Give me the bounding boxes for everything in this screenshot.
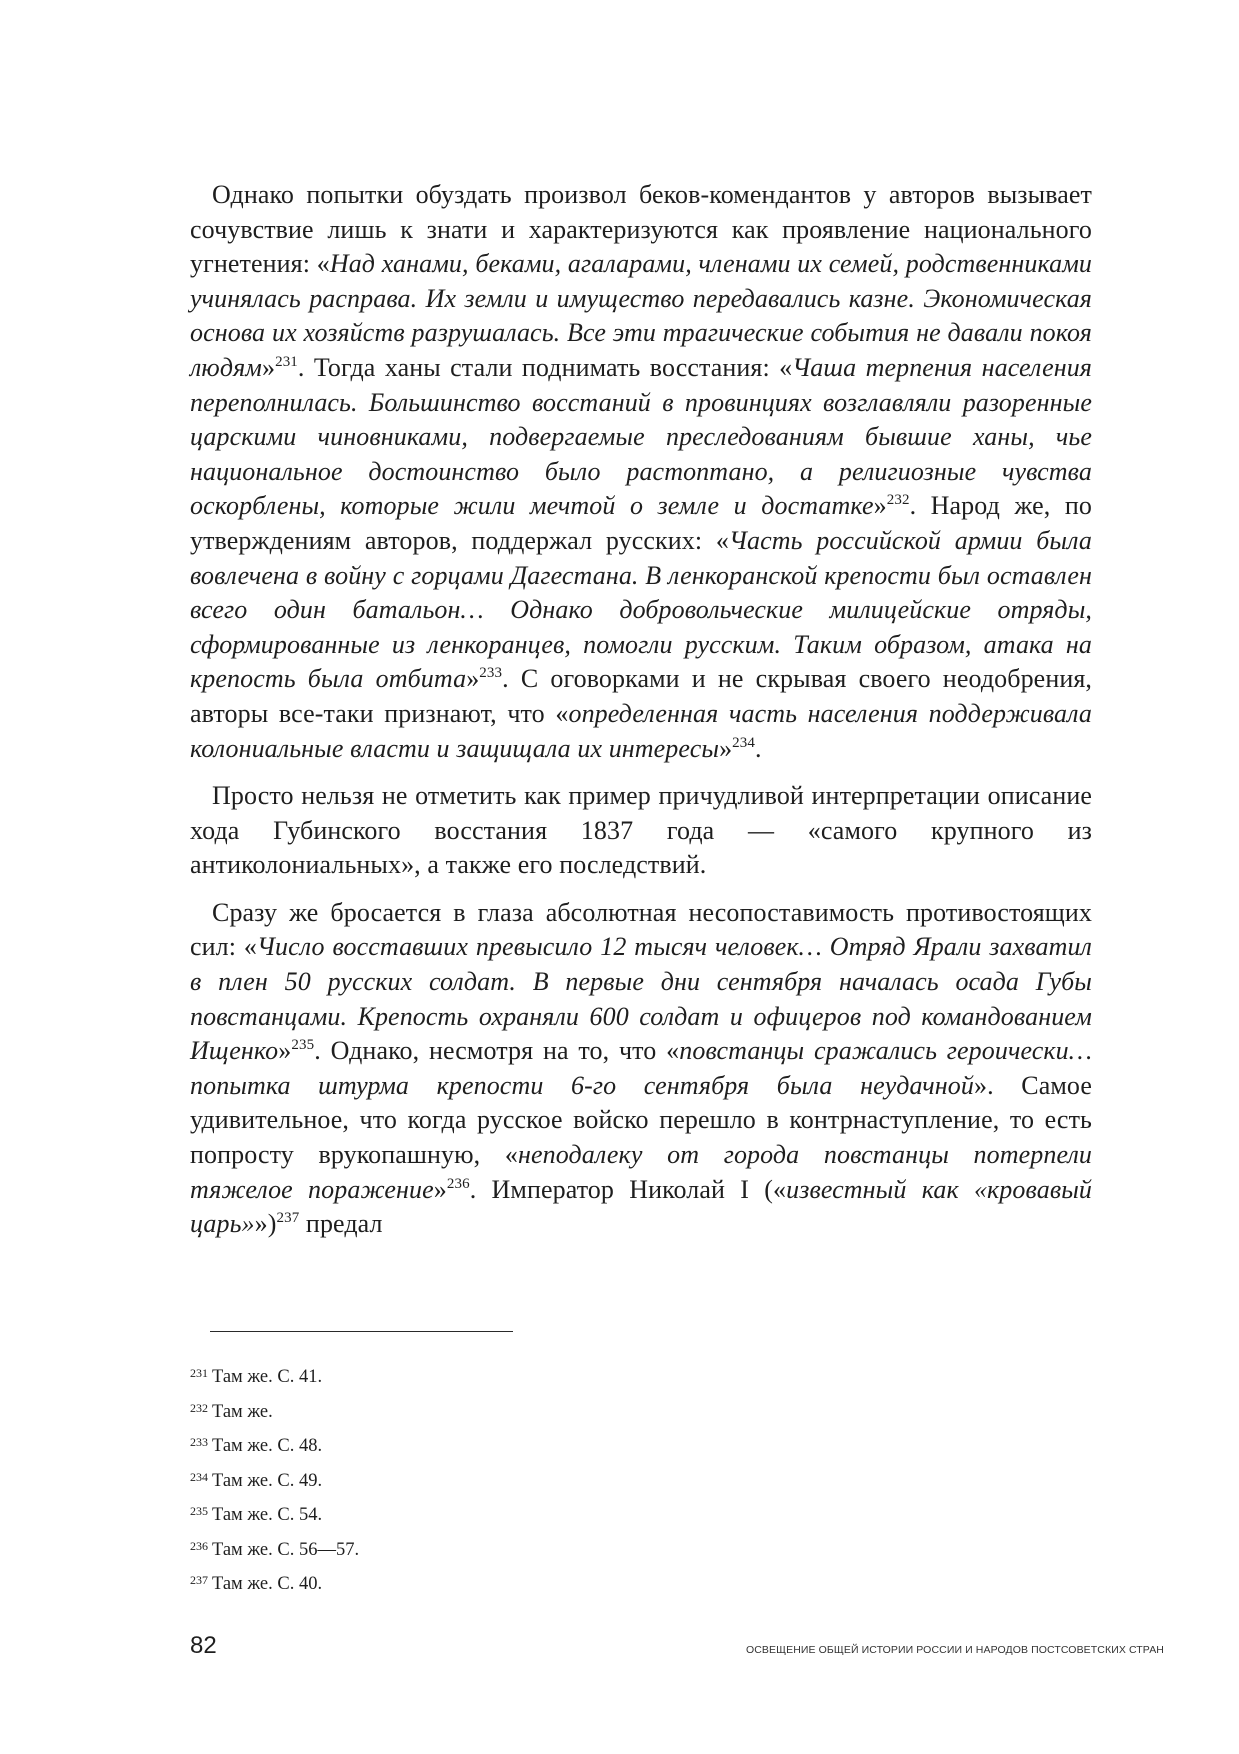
footnote-text: Там же. С. 41.	[212, 1367, 323, 1387]
body-text: .	[754, 733, 762, 763]
quoted-text: Число восставших превысило 12 тысяч человек… Отряд Ярали захватил в плен 50 русских солдат. В первые дни сентября началась осада Губы повстанцами. Крепость охраняли 600 солдат и офицеров под командованием Ищенко	[190, 932, 1092, 1066]
footnote-number: 234	[190, 1469, 208, 1484]
footnote-number: 235	[190, 1504, 208, 1518]
footnote-text: Там же. С. 40.	[212, 1574, 323, 1594]
footnote-number: 233	[190, 1435, 208, 1449]
footnote-item	[190, 1393, 790, 1428]
body-text: . С оговорками и не скрывая своего неодобрения, авторы все-таки признают, что «	[190, 664, 1093, 728]
page-body	[190, 178, 1092, 1255]
page-footer	[190, 1632, 1164, 1672]
footnote-item	[190, 1531, 790, 1566]
quoted-text: неподалеку от города повстанцы потерпели тяжелое поражение	[190, 1140, 1092, 1204]
footnote-item	[190, 1427, 790, 1462]
footnote-text: Там же. С. 48.	[212, 1436, 323, 1456]
body-text: . Тогда ханы стали поднимать восстания: «	[297, 352, 793, 382]
body-text: Сразу же бросается в глаза абсолютная несопоставимость противостоящих сил: «	[190, 897, 1092, 962]
footnote-text: Там же. С. 49.	[212, 1470, 323, 1491]
quoted-text: Над ханами, беками, агаларами, членами их семей, родственниками учинялась расправа. Их земли и имущество передавались казне. Экономическая основа их хозяйств разрушалась. Все эти трагические события не давали покоя людям	[190, 249, 1092, 382]
footnote-divider	[210, 1331, 513, 1332]
body-text: . Народ же, по утверждениям авторов, поддержал русских: «	[190, 491, 1092, 555]
footnote-item	[190, 1462, 790, 1497]
page-number: 82	[190, 1632, 217, 1659]
footnote-item	[190, 1496, 790, 1531]
body-text: . Однако, несмотря на то, что «	[314, 1036, 680, 1066]
body-text: »	[466, 664, 480, 694]
body-text: »	[719, 733, 733, 763]
body-text: »	[278, 1036, 292, 1066]
footnote-item	[190, 1358, 790, 1393]
quoted-text: Часть российской армии была вовлечена в войну с горцами Дагестана. В ленкоранской крепости был оставлен всего один батальон… Однако добровольческие милицейские отряды, сформированные из ленкоранцев, помогли русским. Таким образом, атака на крепость была отбита	[190, 525, 1092, 694]
body-paragraph	[190, 178, 1092, 766]
footnote-reference[interactable]: 234	[732, 734, 755, 751]
quoted-text: Чаша терпения населения переполнилась. Большинство восстаний в провинциях возглавляли разоренные царскими чиновниками, подвергаемые преследованиям бывшие ханы, чье национальное достоинство было растоптано, а религиозные чувства оскорблены, которые жили мечтой о земле и достатке	[190, 352, 1092, 521]
running-title: ОСВЕЩЕНИЕ ОБЩЕЙ ИСТОРИИ РОССИИ И НАРОДОВ ПОСТСОВЕТСКИХ СТРАН	[745, 1644, 1164, 1656]
footnote-reference[interactable]: 231	[275, 353, 298, 370]
footnote-reference[interactable]: 232	[886, 492, 910, 509]
footnote-text: Там же. С. 56—57.	[212, 1539, 360, 1560]
footnote-reference[interactable]: 237	[276, 1210, 300, 1227]
body-text: »	[873, 491, 887, 521]
footnote-number: 237	[190, 1573, 208, 1587]
body-paragraph	[190, 779, 1092, 883]
body-text: предал	[299, 1209, 383, 1239]
body-text: Однако попытки обуздать произвол беков-комендантов у авторов вызывает сочувствие лишь к знати и характеризуются как проявление национального угнетения: «	[190, 180, 1092, 279]
footnote-text: Там же. С. 54.	[212, 1505, 323, 1525]
body-text: »	[262, 352, 276, 382]
body-text: »	[433, 1174, 447, 1204]
body-text: . Император Николай I («	[469, 1174, 787, 1204]
quoted-text: определенная часть населения поддерживала колониальные власти и защищала их интересы	[190, 698, 1092, 763]
body-text: ». Самое удивительное, что когда русское войско перешло в контрнаступление, то есть попросту врукопашную, «	[190, 1070, 1092, 1170]
footnote-number: 232	[190, 1400, 208, 1415]
footnote-text: Там же.	[212, 1401, 273, 1422]
footnote-reference[interactable]: 235	[291, 1037, 315, 1054]
body-paragraph	[190, 896, 1092, 1242]
body-text: Просто нельзя не отметить как пример причудливой интерпретации описание хода Губинского восстания 1837 года — «самого крупного из антиколониальных», а также его последствий.	[190, 781, 1092, 880]
footnote-reference[interactable]: 233	[479, 665, 503, 682]
quoted-text: известный как «кровавый царь»	[190, 1174, 1093, 1239]
footnote-item	[190, 1565, 790, 1600]
body-text: »)	[254, 1209, 277, 1239]
footnotes-list	[190, 1358, 790, 1600]
footnote-reference[interactable]: 236	[446, 1175, 470, 1192]
footnote-number: 231	[190, 1366, 208, 1380]
footnote-number: 236	[190, 1538, 208, 1553]
quoted-text: повстанцы сражались героически… попытка штурма крепости 6-го сентября была неудачной	[190, 1036, 1092, 1100]
